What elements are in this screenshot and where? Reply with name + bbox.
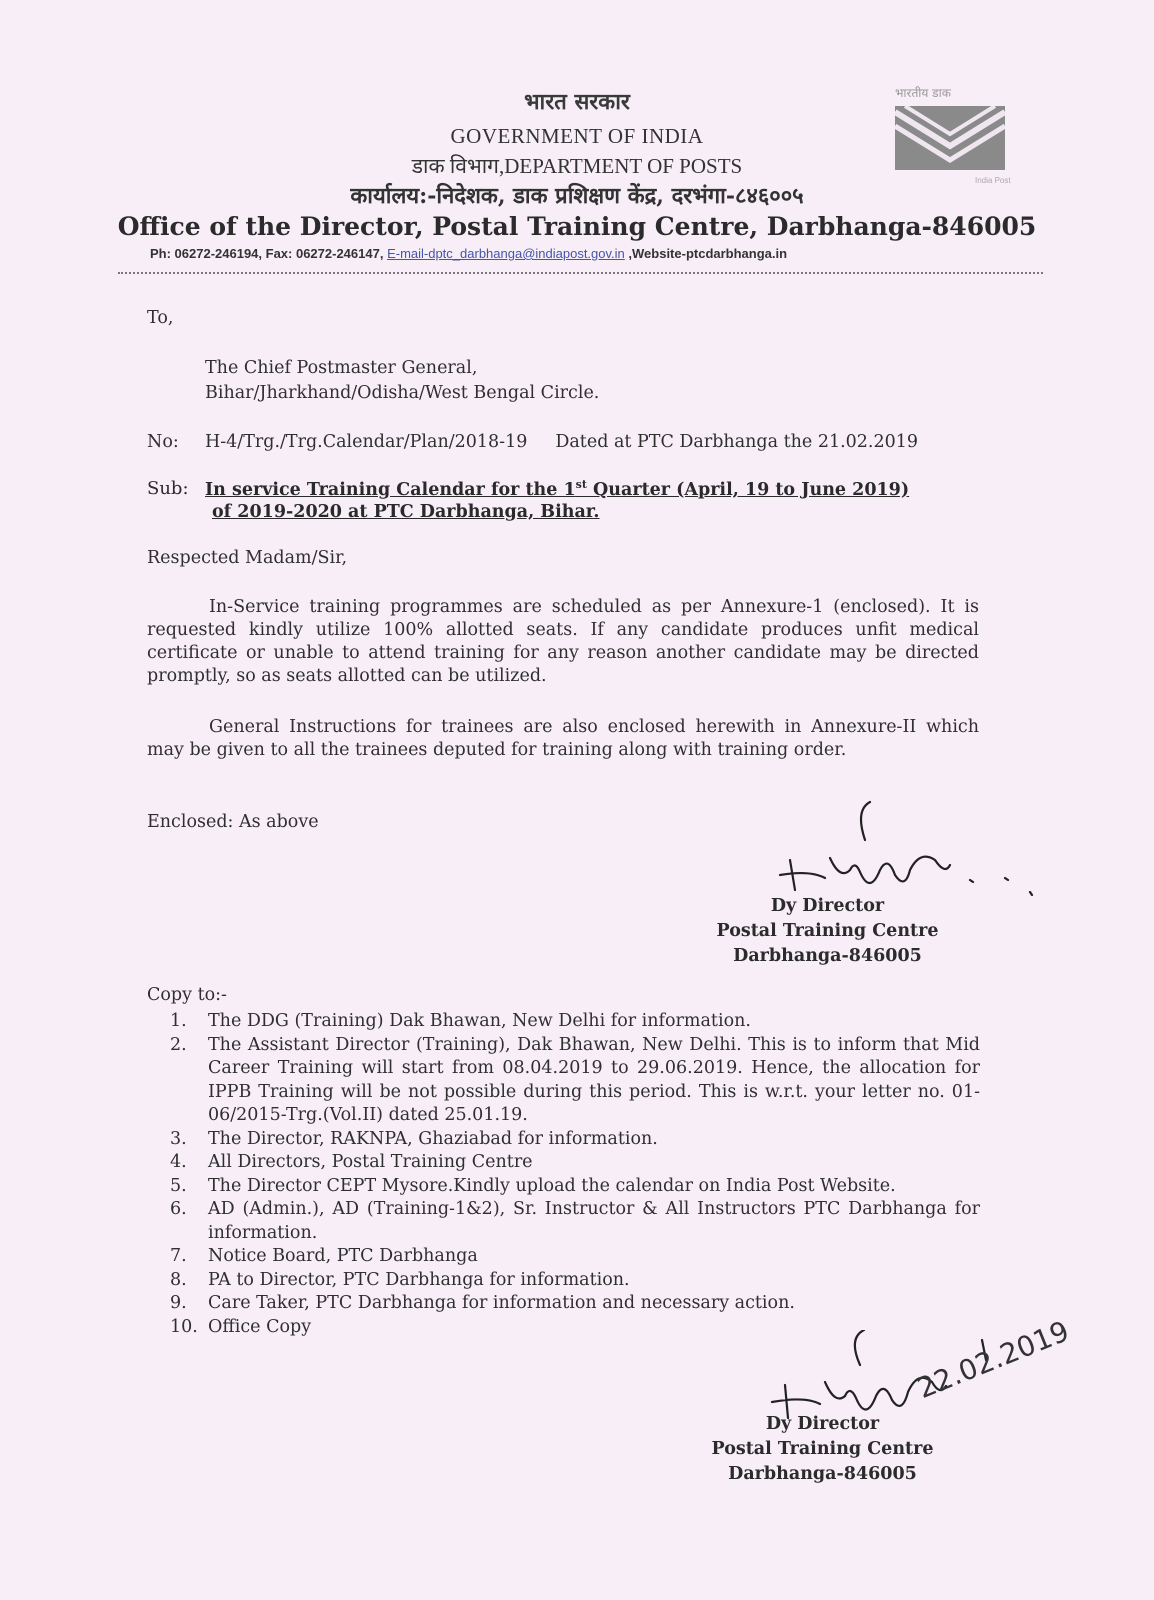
copy-to-item-text: PA to Director, PTC Darbhanga for information.: [208, 1269, 630, 1290]
addressee-line-1: The Chief Postmaster General,: [205, 358, 478, 378]
subject-text-post: Quarter (April, 19 to June 2019): [586, 479, 910, 500]
copy-to-item-number: 8.: [170, 1269, 187, 1290]
copy-to-item-number: 6.: [170, 1199, 187, 1219]
copy-to-item-number: 2.: [170, 1034, 187, 1055]
letterhead-department: डाक विभाग,DEPARTMENT OF POSTS: [411, 154, 743, 178]
letterhead-office-title: Office of the Director, Postal Training Centre, Darbhanga-846005: [117, 212, 1037, 241]
letterhead-government: GOVERNMENT OF INDIA: [450, 124, 704, 148]
to-label: To,: [147, 308, 174, 328]
paragraph-2: General Instructions for trainees are also enclosed herewith in Annexure-II which may be given to all the trainees deputed for training along with training order.: [147, 717, 979, 760]
copy-to-item: [170, 1198, 980, 1245]
signature-block-2: [695, 1412, 950, 1487]
contact-email-link[interactable]: E-mail-dptc_darbhanga@indiapost.gov.in: [387, 246, 625, 261]
addressee-line-2: Bihar/Jharkhand/Odisha/West Bengal Circle.: [205, 383, 600, 403]
copy-to-item-text: The Assistant Director (Training), Dak Bhawan, New Delhi. This is to inform that Mid Career Training will start from 08.04.2019 to 29.06.2019. Hence, the allocation for IPPB Training will be not possible during this period. This is w.r.t. your letter no. 01-06/2015-Trg.(Vol.II) dated 25.01.19.: [208, 1034, 980, 1125]
copy-to-item-text: Care Taker, PTC Darbhanga for information and necessary action.: [208, 1293, 795, 1313]
subject-text-pre: In service Training Calendar for the 1: [205, 479, 576, 500]
copy-to-item: [170, 1034, 980, 1128]
subject-label: Sub:: [147, 478, 189, 499]
copy-to-item-text: The Director CEPT Mysore.Kindly upload the calendar on India Post Website.: [208, 1175, 896, 1196]
letterhead-contact: [150, 246, 787, 261]
letterhead-hindi-govt: भारत सरकार: [524, 89, 630, 115]
signatory-office: Postal Training Centre: [716, 921, 939, 941]
copy-to-item-number: 4.: [170, 1152, 187, 1172]
salutation: Respected Madam/Sir,: [147, 548, 348, 568]
copy-to-item-number: 7.: [170, 1246, 187, 1266]
copy-to-item-number: 9.: [170, 1293, 187, 1313]
reference-dated: Dated at PTC Darbhanga the 21.02.2019: [555, 432, 919, 452]
signatory-office: Postal Training Centre: [711, 1439, 934, 1459]
copy-to-item: [170, 1292, 980, 1316]
signatory-designation: Dy Director: [765, 1414, 880, 1434]
reference-no-value: H-4/Trg./Trg.Calendar/Plan/2018-19: [205, 432, 528, 452]
copy-to-heading: Copy to:-: [147, 985, 227, 1005]
copy-to-list: [170, 1010, 980, 1339]
letterhead-divider: [118, 272, 1043, 274]
copy-to-item-text: The DDG (Training) Dak Bhawan, New Delhi for information.: [208, 1011, 751, 1031]
subject-superscript: st: [575, 478, 587, 491]
copy-to-item: [170, 1128, 980, 1152]
copy-to-item: [170, 1245, 980, 1269]
copy-to-item-number: 3.: [170, 1128, 187, 1149]
reference-line: [147, 432, 918, 452]
handwritten-date: 22.02.2019: [912, 1314, 1074, 1405]
india-post-logo-subtext: India Post: [975, 176, 1011, 185]
signatory-location: Darbhanga-846005: [728, 1464, 917, 1484]
letterhead-hindi-office: कार्यालय:-निदेशक, डाक प्रशिक्षण केंद्र, दरभंगा-८४६००५: [350, 183, 804, 209]
copy-to-item-text: Notice Board, PTC Darbhanga: [208, 1246, 478, 1266]
subject-line-1: [205, 478, 909, 500]
contact-phone-fax: Ph: 06272-246194, Fax: 06272-246147,: [150, 246, 388, 261]
copy-to-item: [170, 1316, 980, 1340]
copy-to-item-text: All Directors, Postal Training Centre: [208, 1152, 533, 1172]
copy-to-item-number: 5.: [170, 1175, 187, 1196]
paragraph-1: In-Service training programmes are scheduled as per Annexure-1 (enclosed). It is requested kindly utilize 100% allotted seats. If any candidate produces unfit medical certificate or unable to attend training for any reason another candidate may be directed promptly, so as seats allotted can be utilized.: [147, 597, 979, 686]
copy-to-item-text: Office Copy: [208, 1316, 312, 1337]
copy-to-item: [170, 1151, 980, 1175]
subject-line-2: of 2019-2020 at PTC Darbhanga, Bihar.: [212, 502, 600, 522]
india-post-logo-icon: [895, 106, 1005, 170]
copy-to-item-text: AD (Admin.), AD (Training-1&2), Sr. Instructor & All Instructors PTC Darbhanga for information.: [208, 1199, 980, 1243]
signatory-designation: Dy Director: [770, 896, 885, 916]
reference-no-label: No:: [147, 432, 179, 452]
copy-to-item: [170, 1010, 980, 1034]
copy-to-item: [170, 1269, 980, 1293]
contact-website: ,Website-ptcdarbhanga.in: [624, 246, 788, 261]
india-post-logo-text: भारतीय डाक: [895, 86, 951, 100]
signature-block-1: [700, 894, 955, 969]
signatory-location: Darbhanga-846005: [733, 946, 922, 966]
copy-to-item: [170, 1175, 980, 1199]
copy-to-item-text: The Director, RAKNPA, Ghaziabad for information.: [208, 1128, 658, 1149]
copy-to-item-number: 1.: [170, 1011, 187, 1031]
copy-to-item-number: 10.: [170, 1316, 198, 1337]
enclosed-note: Enclosed: As above: [147, 812, 319, 832]
